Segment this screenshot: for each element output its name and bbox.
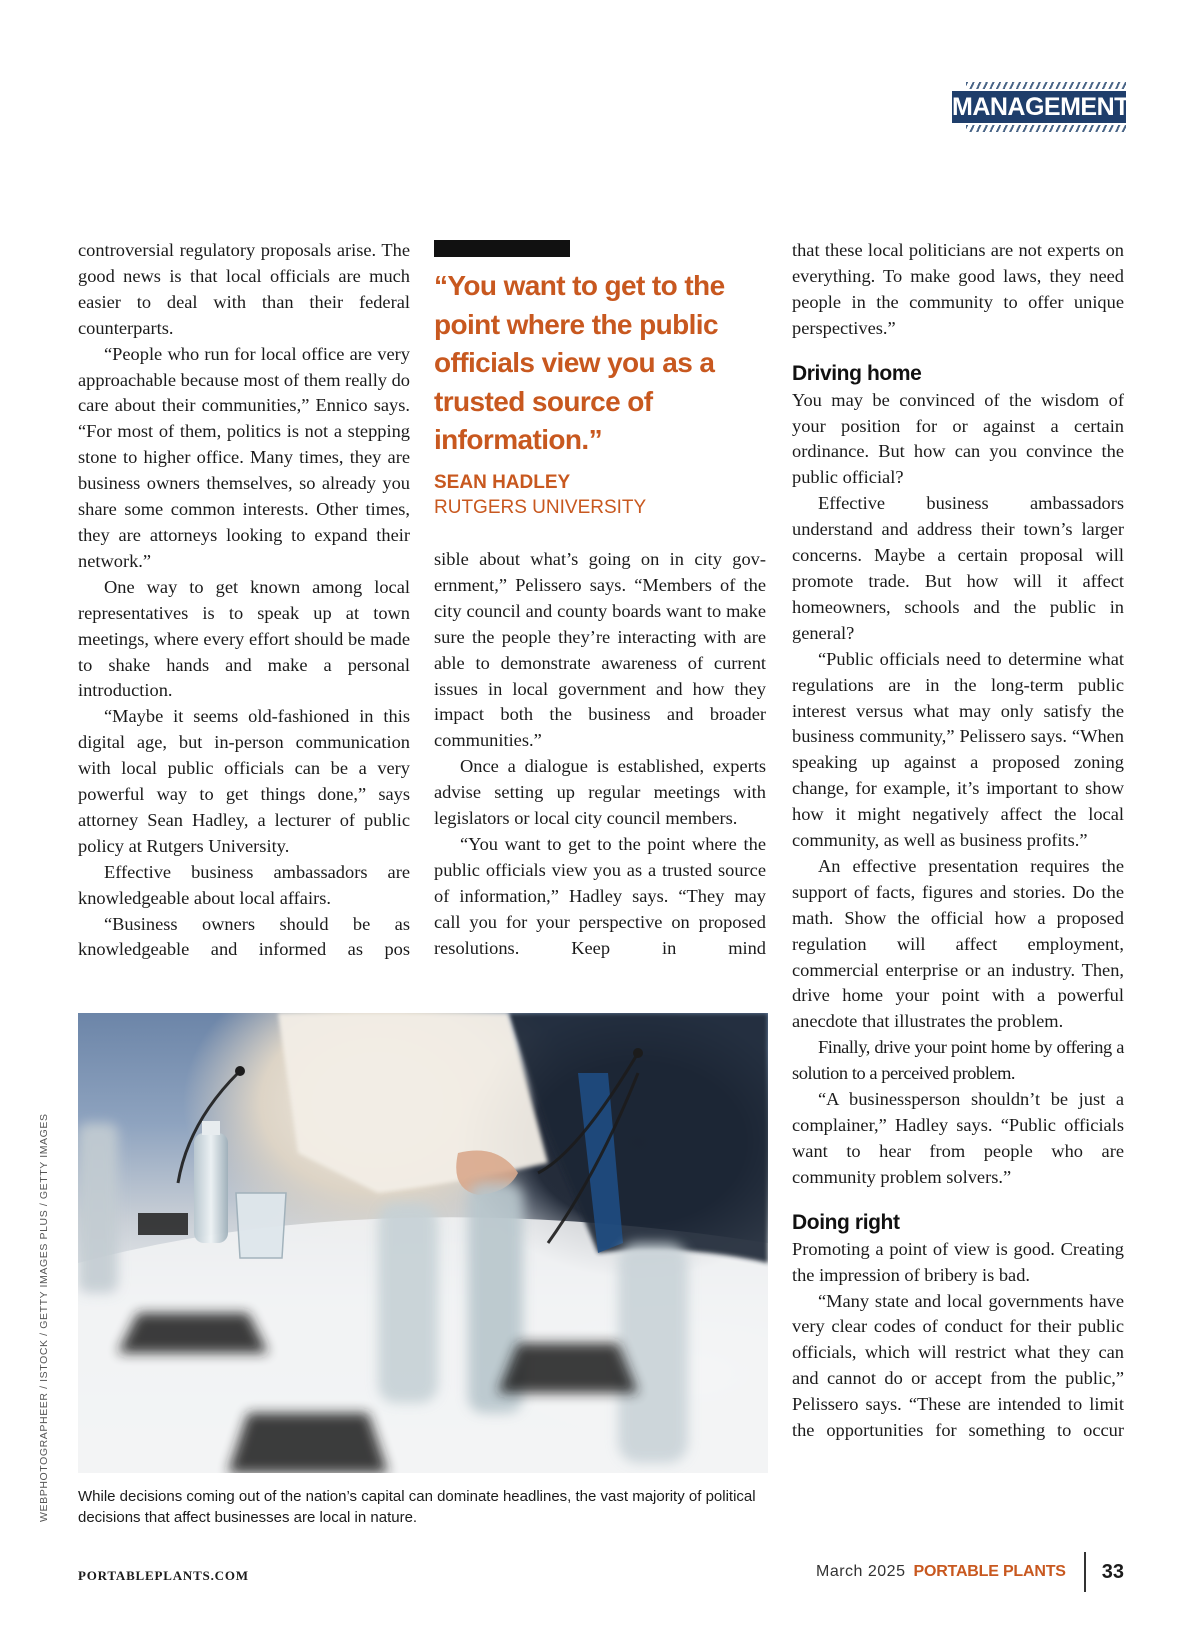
section-tag: [952, 82, 1129, 132]
footer: [816, 1555, 1124, 1589]
paragraph: Effective business ambassadors are knowledgeable about local affairs.: [78, 861, 410, 908]
paragraph: “Public officials need to determine what regulations are in the long-term public interest versus what may only satisfy the business community,” Pelissero says. “When speaking up against a proposed zoning change, for example, it’s important to show how it might negatively affect the local community, as well as business profits.”: [792, 648, 1124, 851]
paragraph: An effective presentation requires the support of facts, figures and stories. Do the math. Show the official how a proposed regulation will affect employment, commercial enterprise or an industry. Then, drive home your point with a powerful anecdote that illustrates the problem.: [792, 855, 1124, 1032]
section-tag-hatch: [966, 82, 1126, 89]
photo-credit: WEBPHOTOGRAPHEER / ISTOCK / GETTY IMAGES PLUS / GETTY IMAGES: [38, 1113, 50, 1522]
paragraph: that these local politicians are not experts on everything. To make good laws, they need people in the community to offer unique perspectives.”: [792, 240, 1124, 338]
photo-caption: While decisions coming out of the nation’s capital can dominate headlines, the vast majority of political decisions that affect businesses are local in nature.: [78, 1488, 756, 1526]
pull-quote-bar: [434, 240, 570, 257]
paragraph: “Many state and local governments have very clear codes of conduct for their public officials, which will restrict what they can and cannot do or accept from the public,” Pelissero says. “These are intended to limit the opportunities for something to occur: [792, 1290, 1124, 1441]
paragraph: Effective business ambassadors understand and address their town’s larger concerns. Maybe a certain proposal will promote trade. But how will it affect homeowners, schools and the public in general?: [792, 493, 1124, 643]
subheading-doing-right: Doing right: [792, 1210, 900, 1234]
paragraph: You may be convinced of the wisdom of your position for or against a certain ordinance. But how can you convince the public official?: [792, 389, 1124, 488]
page-number: 33: [1101, 1560, 1124, 1583]
subheading-driving-home: Driving home: [792, 361, 922, 385]
pull-quote: [434, 240, 766, 520]
paragraph: “A businessperson shouldn’t be just a complainer,” Hadley says. “Public officials want to hear from people who are community problem solvers.”: [792, 1089, 1124, 1187]
article-column-2: [434, 547, 766, 962]
pull-quote-name: SEAN HADLEY: [434, 471, 571, 493]
footer-date: March 2025: [815, 1563, 906, 1580]
paragraph: “Business owners should be as knowledgeable and informed as pos: [78, 913, 410, 960]
article-column-1: [78, 238, 410, 963]
paragraph: Once a dialogue is established, experts advise setting up regular meetings with legislators or local city council members.: [434, 756, 766, 829]
paragraph: “You want to get to the point where the public officials view you as a trusted source of information,” Hadley says. “They may call you for your perspective on proposed resolutions. Keep in mind: [434, 833, 766, 958]
paragraph: controversial regulatory proposals arise. The good news is that local officials are much easier to deal with than their federal counterparts.: [78, 240, 410, 338]
meeting-photo-illustration: [78, 1013, 768, 1473]
pull-quote-text: “You want to get to the point where the public officials view you as a trusted source of information.”: [434, 270, 725, 455]
section-label: MANAGEMENT: [952, 93, 1129, 121]
footer-divider: [1084, 1552, 1086, 1592]
footer-magazine-name: PORTABLE PLANTS: [913, 1563, 1066, 1580]
pull-quote-affiliation: RUTGERS UNIVERSITY: [434, 496, 647, 518]
paragraph: “Maybe it seems old-fashioned in this digital age, but in-person communication with local public officials can be a very powerful way to get things done,” says attorney Sean Hadley, a lecturer of public policy at Rutgers University.: [78, 706, 410, 856]
paragraph: sible about what’s going on in city government,” Pelissero says. “Members of the city council and county boards want to make sure the people they’re interacting with are able to demonstrate awareness of current issues in local government and how they impact both the business and broader communities.”: [434, 549, 766, 751]
paragraph: One way to get known among local representatives is to speak up at town meetings, where every effort should be made to shake hands and make a personal introduction.: [78, 576, 410, 701]
meeting-photo: [78, 1013, 768, 1473]
paragraph: Promoting a point of view is good. Creating the impression of bribery is bad.: [792, 1238, 1124, 1285]
paragraph: Finally, drive your point home by offering a solution to a perceived problem.: [792, 1037, 1124, 1084]
section-tag-hatch: [966, 125, 1126, 132]
paragraph: “People who run for local office are very approachable because most of them really do care about their communities,” Ennico says. “For most of them, politics is not a stepping stone to higher office. Many times, they are business owners themselves, so already you share some common interests. Other times, they are attorneys looking to expand their network.”: [78, 343, 410, 571]
article-column-3: [792, 238, 1124, 1444]
footer-website: PORTABLEPLANTS.COM: [78, 1568, 249, 1583]
